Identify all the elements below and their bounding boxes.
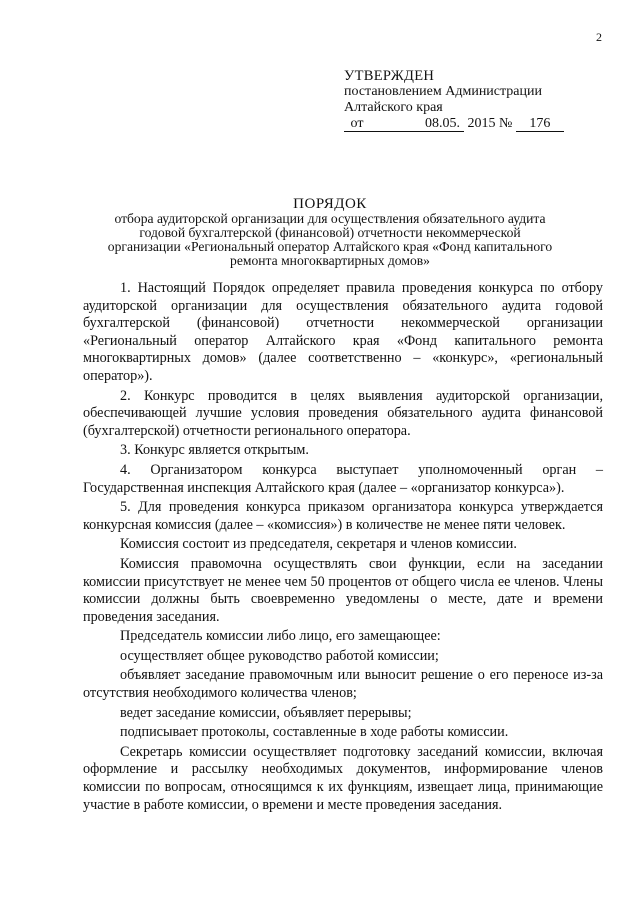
document-title-line: организации «Региональный оператор Алтайского края «Фонд капитального bbox=[107, 239, 553, 254]
paragraph-commission-composition: Комиссия состоит из председателя, секретаря и членов комиссии. bbox=[120, 536, 517, 553]
approval-line-1: постановлением Администрации bbox=[344, 84, 542, 99]
paragraph-commission-quorum: Комиссия правомочна осуществлять свои функции, если на заседании комиссии присутствует не менее чем 50 процентов от общего числа ее членов. Члены комиссии должны быть своевременно уведомлены о месте, дате и времени проведения заседания. bbox=[83, 555, 603, 625]
page-number: 2 bbox=[596, 30, 602, 44]
approval-number: 176 bbox=[516, 117, 564, 132]
paragraph-chairman-duty-1: осуществляет общее руководство работой комиссии; bbox=[120, 647, 439, 664]
paragraph-chairman-intro: Председатель комиссии либо лицо, его замещающее: bbox=[120, 628, 441, 645]
paragraph-2: 2. Конкурс проводится в целях выявления аудиторской организации, обеспечивающей лучшие условия проведения обязательного аудита финансовой (бухгалтерской) отчетности регионального оператора. bbox=[83, 387, 603, 439]
document-title-main: ПОРЯДОК bbox=[293, 196, 367, 212]
approval-from-label: от bbox=[344, 117, 370, 132]
paragraph-chairman-duty-2: объявляет заседание правомочным или выносит решение о его переносе из-за отсутствия необходимого количества членов; bbox=[83, 667, 603, 702]
approval-number-sign: № bbox=[499, 116, 513, 131]
document-title-line: отбора аудиторской организации для осуществления обязательного аудита bbox=[114, 211, 546, 226]
approval-date: 08.05. bbox=[370, 117, 464, 132]
paragraph-5: 5. Для проведения конкурса приказом организатора конкурса утверждается конкурсная комиссия (далее – «комиссия») в количестве не менее пяти человек. bbox=[83, 499, 603, 533]
paragraph-1: 1. Настоящий Порядок определяет правила проведения конкурса по отбору аудиторской организации для осуществления обязательного аудита годовой бухгалтерской (финансовой) отчетности некоммерческой организации «Региональный оператор Алтайского края «Фонд капитального ремонта многоквартирных домов» (далее соответственно – «конкурс», «региональный оператор»). bbox=[83, 280, 603, 384]
paragraph-3: 3. Конкурс является открытым. bbox=[120, 442, 309, 459]
paragraph-chairman-duty-3: ведет заседание комиссии, объявляет перерывы; bbox=[120, 704, 412, 721]
document-title-line: ремонта многоквартирных домов» bbox=[230, 253, 430, 268]
approval-title: УТВЕРЖДЕН bbox=[344, 68, 435, 84]
document-title-line: годовой бухгалтерской (финансовой) отчетности некоммерческой bbox=[139, 225, 521, 240]
paragraph-secretary: Секретарь комиссии осуществляет подготовку заседаний комиссии, включая оформление и рассылку необходимых документов, информирование членов комиссии по вопросам, относящимся к их функциям, извещает лица, принимающие участие в работе комиссии, о времени и месте проведения заседания. bbox=[83, 743, 603, 813]
approval-line-2: Алтайского края bbox=[344, 100, 443, 115]
approval-year: 2015 bbox=[467, 116, 496, 131]
paragraph-4: 4. Организатором конкурса выступает уполномоченный орган – Государственная инспекция Алтайского края (далее – «организатор конкурса»). bbox=[83, 461, 603, 496]
document-title bbox=[40, 196, 620, 268]
approval-date-line bbox=[344, 116, 564, 132]
paragraph-chairman-duty-4: подписывает протоколы, составленные в ходе работы комиссии. bbox=[120, 724, 509, 741]
document-body bbox=[83, 280, 603, 814]
approval-stamp bbox=[344, 68, 564, 132]
